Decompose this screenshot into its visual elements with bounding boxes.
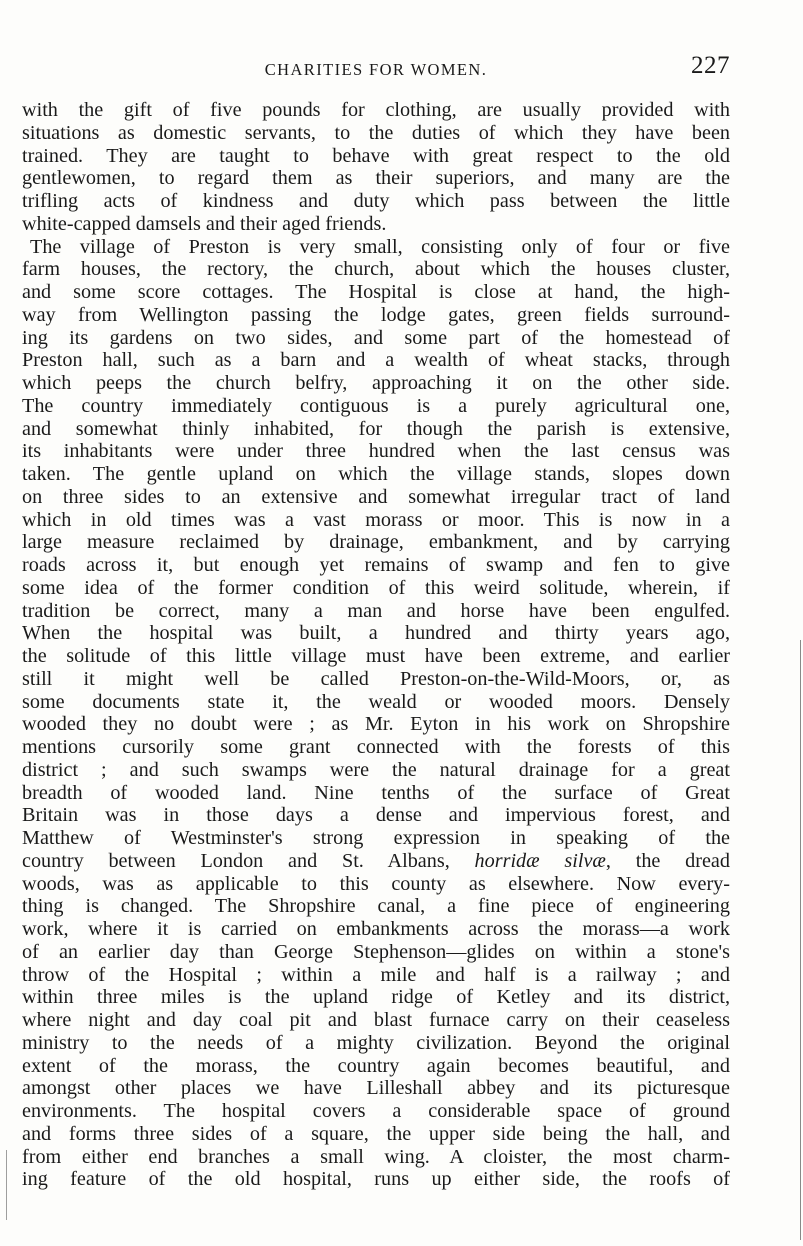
text-line: gentlewomen, to regard them as their superiors, and many are the <box>22 167 730 190</box>
paragraph-end-line: white-capped damsels and their aged friends. <box>22 212 387 235</box>
text-line: Matthew of Westminster's strong expression in speaking of the <box>22 827 730 849</box>
page-edge-line <box>800 640 801 1240</box>
body-text <box>22 99 730 1191</box>
text-line: which in old times was a vast morass or moor. This is now in a <box>22 508 730 531</box>
running-title: CHARITIES FOR WOMEN. <box>264 60 488 79</box>
text-line: The country immediately contiguous is a purely agricultural one, <box>22 394 730 417</box>
text-line: and forms three sides of a square, the upper side being the hall, and <box>22 1122 730 1145</box>
text-line: and some score cottages. The Hospital is close at hand, the high- <box>22 281 730 303</box>
text-line: trifling acts of kindness and duty which pass between the little <box>22 190 730 212</box>
text-line: roads across it, but enough yet remains of swamp and fen to give <box>22 554 730 576</box>
text-line: where night and day coal pit and blast furnace carry on their ceaseless <box>22 1009 730 1031</box>
text-line: which peeps the church belfry, approaching it on the other side. <box>22 372 730 394</box>
text-line: still it might well be called Preston-on-the-Wild-Moors, or, as <box>22 667 730 690</box>
text-line: extent of the morass, the country again becomes beautiful, and <box>22 1054 730 1077</box>
page-header <box>22 52 730 82</box>
text-line: way from Wellington passing the lodge gates, green fields surround- <box>22 303 730 326</box>
text-line: breadth of wooded land. Nine tenths of the surface of Great <box>22 781 730 804</box>
line-segment: country between London and St. Albans, <box>22 849 475 872</box>
text-line: taken. The gentle upland on which the village stands, slopes down <box>22 463 730 485</box>
text-line: environments. The hospital covers a considerable space of ground <box>22 1100 730 1122</box>
text-line: some documents state it, the weald or wooded moors. Densely <box>22 690 730 713</box>
paragraph-first-line: The village of Preston is very small, consisting only of four or five <box>30 235 730 258</box>
text-line: thing is changed. The Shropshire canal, a fine piece of engineering <box>22 895 730 918</box>
text-line: wooded they no doubt were ; as Mr. Eyton in his work on Shropshire <box>22 713 730 736</box>
text-line: on three sides to an extensive and somewhat irregular tract of land <box>22 485 730 508</box>
text-line-with-italic <box>22 850 730 873</box>
text-line: ministry to the needs of a mighty civilization. Beyond the original <box>22 1031 730 1054</box>
text-line: situations as domestic servants, to the duties of which they have been <box>22 121 730 144</box>
text-line: work, where it is carried on embankments across the morass—a work <box>22 918 730 940</box>
text-line: mentions cursorily some grant connected with the forests of this <box>22 736 730 758</box>
text-line: district ; and such swamps were the natural drainage for a great <box>22 758 730 781</box>
text-line: ing feature of the old hospital, runs up either side, the roofs of <box>22 1168 730 1191</box>
text-line: Britain was in those days a dense and impervious forest, and <box>22 804 730 827</box>
text-line: and somewhat thinly inhabited, for though the parish is extensive, <box>22 417 730 440</box>
text-line: trained. They are taught to behave with great respect to the old <box>22 144 730 167</box>
italic-latin-phrase: horridæ silvæ <box>474 849 606 872</box>
page-number: 227 <box>691 52 730 79</box>
text-line: woods, was as applicable to this county as elsewhere. Now every- <box>22 872 730 895</box>
text-line: amongst other places we have Lilleshall abbey and its picturesque <box>22 1077 730 1100</box>
text-line: throw of the Hospital ; within a mile and half is a railway ; and <box>22 963 730 986</box>
text-line: some idea of the former condition of this weird solitude, wherein, if <box>22 576 730 599</box>
text-line: Preston hall, such as a barn and a wealth of wheat stacks, through <box>22 349 730 372</box>
text-line: tradition be correct, many a man and horse have been engulfed. <box>22 599 730 622</box>
text-line: within three miles is the upland ridge of Ketley and its district, <box>22 986 730 1009</box>
text-line: from either end branches a small wing. A cloister, the most charm- <box>22 1145 730 1168</box>
text-line: When the hospital was built, a hundred and thirty years ago, <box>22 622 730 645</box>
text-line: large measure reclaimed by drainage, embankment, and by carrying <box>22 531 730 554</box>
text-line: of an earlier day than George Stephenson—glides on within a stone's <box>22 940 730 963</box>
text-line: its inhabitants were under three hundred when the last census was <box>22 440 730 463</box>
text-line: with the gift of five pounds for clothing, are usually provided with <box>22 99 730 121</box>
line-segment: , the dread <box>605 849 730 872</box>
text-line: the solitude of this little village must have been extreme, and earlier <box>22 645 730 667</box>
text-line: ing its gardens on two sides, and some part of the homestead of <box>22 326 730 349</box>
page-edge-line <box>6 1150 7 1220</box>
text-line: farm houses, the rectory, the church, about which the houses cluster, <box>22 258 730 281</box>
